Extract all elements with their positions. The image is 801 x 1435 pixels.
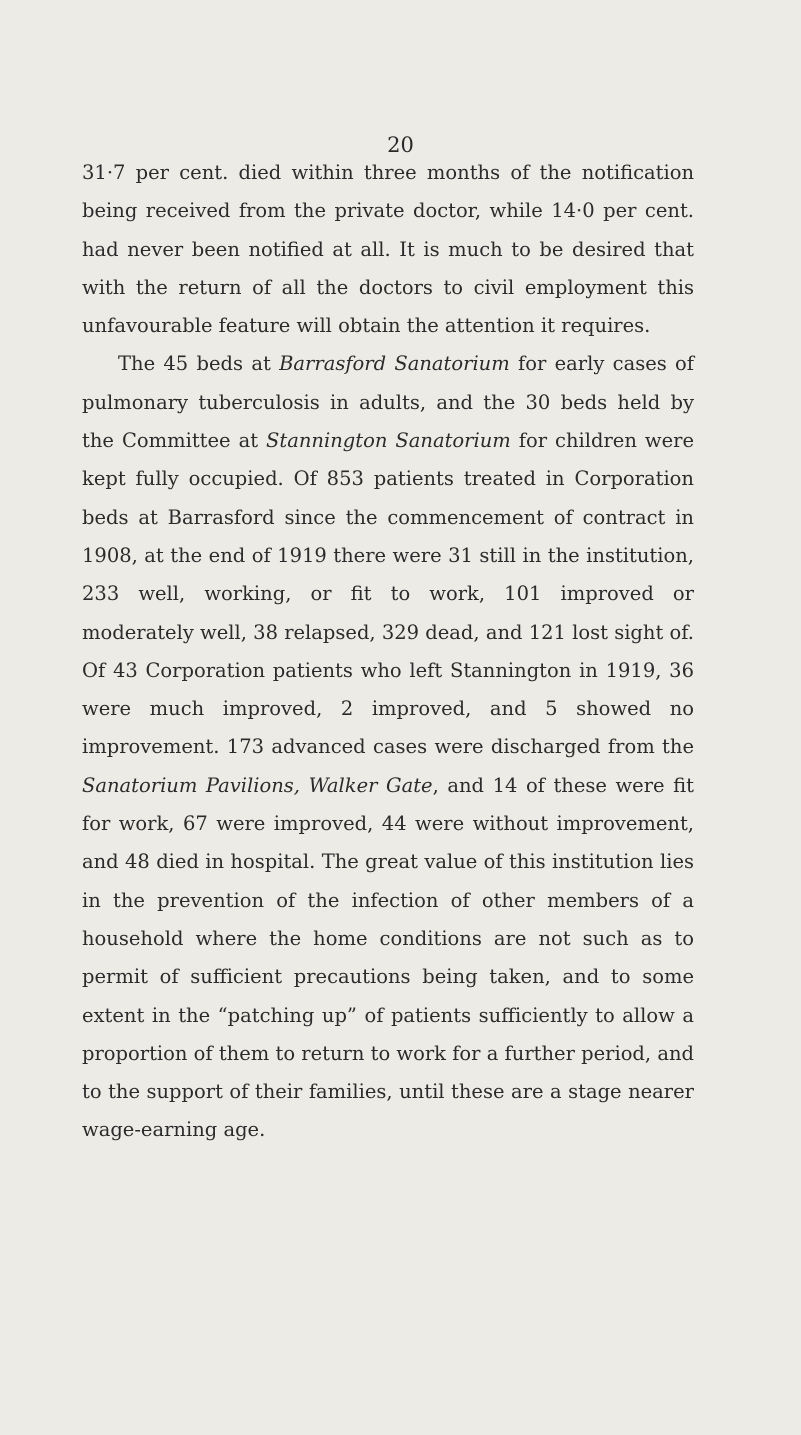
paragraph-2-text-2: for early cases of pulmonary tuberculosis in adults, and the 30 beds held by the Committee at — [82, 352, 695, 453]
walker-gate-pavilions-name: Sanatorium Pavilions, Walker Gate — [82, 773, 433, 797]
stannington-sanatorium-name: Stannington Sanatorium — [266, 429, 511, 453]
body-text — [82, 154, 694, 1150]
paragraph-2-text-4: , and 14 of these were fit for work, 67 were improved, 44 were without improvement, and 48 died in hospital. The great value of this institution lies in the prevention of the infection of other members of a household where the home conditions are not such as to permit of sufficient precautions being taken, and to some extent in the “patching up” of patients sufficiently to allow a proportion of them to return to work for a further period, and to the support of their families, until these are a stage nearer wage-earning age. — [82, 773, 694, 1142]
paragraph-1: 31·7 per cent. died within three months of the notification being received from the private doctor, while 14·0 per cent. had never been notified at all. It is much to be desired that with the return of all the doctors to civil employment this unfavourable feature will obtain the attention it requires. — [82, 161, 694, 338]
paragraph-2-text-1: The 45 beds at — [118, 352, 280, 376]
barrasford-sanatorium-name: Barrasford Sanatorium — [279, 352, 510, 376]
paragraph-2 — [82, 345, 694, 1149]
page-number: 20 — [387, 133, 414, 157]
paragraph-2-text-3: for children were kept fully occupied. Of 853 patients treated in Corporation beds at Barrasford since the commencement of contract in 1908, at the end of 1919 there were 31 still in the institution, 233 well, working, or fit to work, 101 improved or moderately well, 38 relapsed, 329 dead, and 121 lost sight of. Of 43 Corporation patients who left Stannington in 1919, 36 were much improved, 2 improved, and 5 showed no improvement. 173 advanced cases were discharged from the — [82, 429, 695, 759]
